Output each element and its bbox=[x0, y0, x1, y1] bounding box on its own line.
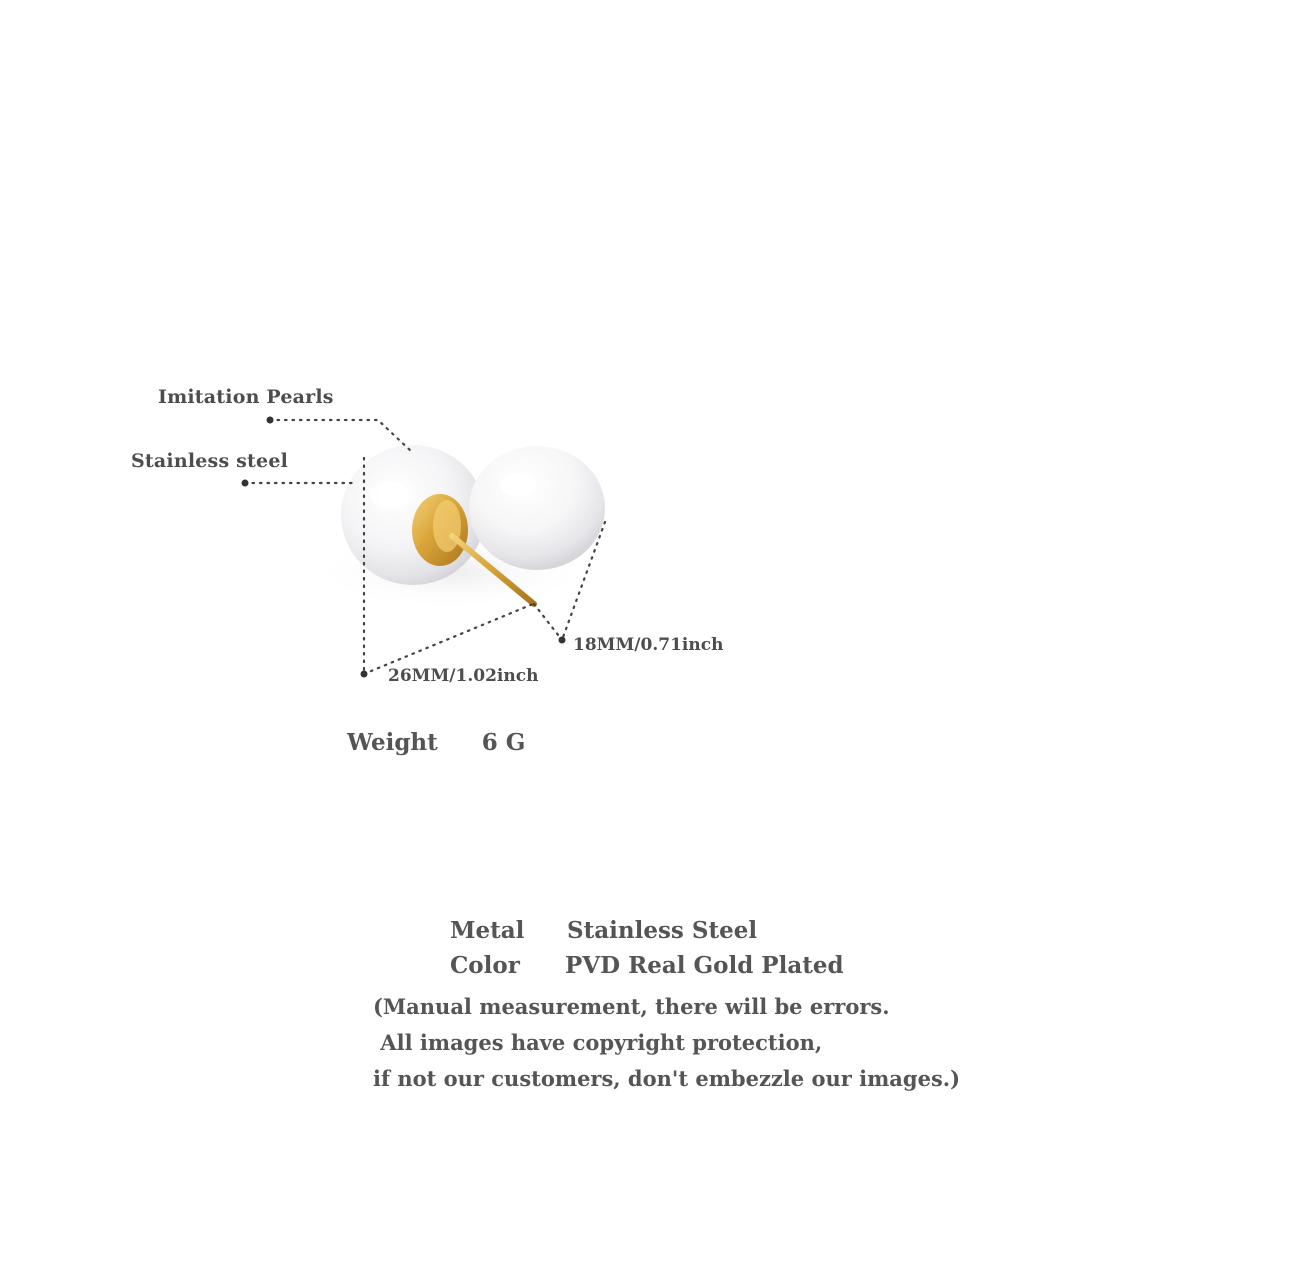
pearl-front bbox=[469, 446, 605, 570]
length-diagonal-dim bbox=[364, 604, 533, 674]
stainless-steel-label: Stainless steel bbox=[131, 450, 289, 472]
diameter-dim-2 bbox=[534, 604, 562, 640]
weight-row bbox=[347, 729, 525, 756]
pearl-leader-line bbox=[270, 420, 412, 452]
spec-key-metal: Metal bbox=[450, 917, 525, 944]
length-label: 26MM/1.02inch bbox=[388, 666, 539, 686]
note-line-1: (Manual measurement, there will be errors. bbox=[373, 994, 890, 1019]
note-line-2: All images have copyright protection, bbox=[373, 1030, 823, 1055]
imitation-pearls-label: Imitation Pearls bbox=[158, 386, 334, 408]
weight-value: 6 G bbox=[481, 729, 526, 756]
spec-value-metal: Stainless Steel bbox=[567, 917, 758, 944]
spec-key-color: Color bbox=[450, 952, 520, 979]
spec-value-color: PVD Real Gold Plated bbox=[565, 952, 844, 979]
note-line-3: if not our customers, don't embezzle our images.) bbox=[373, 1066, 961, 1091]
weight-label: Weight bbox=[347, 729, 438, 756]
diameter-label: 18MM/0.71inch bbox=[573, 635, 724, 655]
